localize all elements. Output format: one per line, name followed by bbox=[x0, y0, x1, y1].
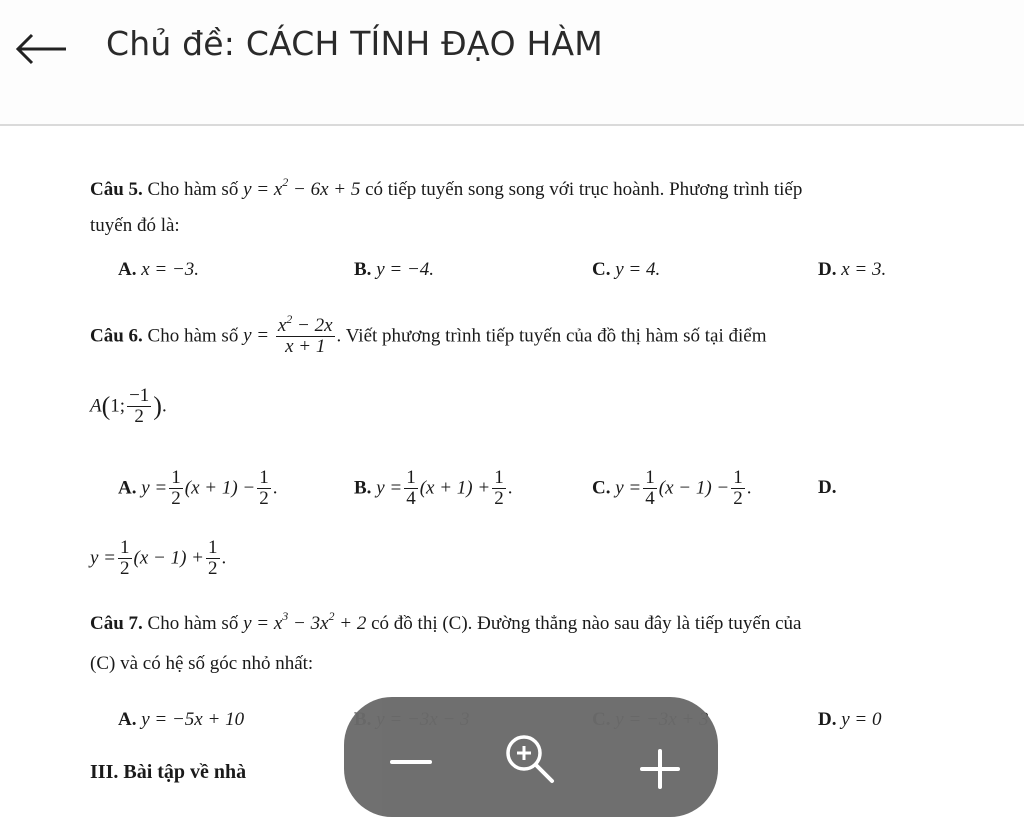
q5-text: Cho hàm số bbox=[147, 179, 239, 200]
q6-option-d[interactable] bbox=[818, 476, 836, 500]
q7-label: Câu 7. bbox=[90, 613, 143, 634]
zoom-in-icon[interactable] bbox=[496, 697, 566, 797]
q6-point: A(1; $\frac{-1}{2}$ ). bbox=[90, 385, 167, 427]
option-label: B. bbox=[354, 477, 372, 499]
page-title: Chủ đề: CÁCH TÍNH ĐẠO HÀM bbox=[106, 24, 603, 63]
q7-text: Cho hàm số bbox=[147, 613, 239, 634]
q7-text2: có đồ thị (C). Đường thẳng nào sau đây là tiếp tuyến của bbox=[371, 613, 802, 634]
option-label: A. bbox=[118, 259, 137, 280]
option-label: A. bbox=[118, 709, 137, 730]
q6-text2: . Viết phương trình tiếp tuyến của đồ thị hàm số tại điểm bbox=[336, 325, 767, 347]
q5-option-a[interactable] bbox=[118, 258, 199, 282]
q7-line1 bbox=[90, 609, 802, 636]
q5-text2: có tiếp tuyến song song với trục hoành. Phương trình tiếp bbox=[365, 179, 803, 200]
q6-label: Câu 6. bbox=[90, 325, 143, 347]
option-value: y = 0 bbox=[841, 709, 882, 730]
q7-option-a[interactable] bbox=[118, 708, 244, 732]
option-value: y = 4. bbox=[615, 259, 661, 280]
back-button[interactable] bbox=[10, 24, 70, 74]
section-title: III. Bài tập về nhà bbox=[90, 761, 247, 783]
q6-option-a[interactable]: A. y = $\frac{1}{2}$ (x + 1) − $\frac{1}{2}$ . bbox=[118, 467, 278, 509]
arrow-left-icon bbox=[10, 24, 70, 74]
zoom-controls bbox=[344, 697, 718, 817]
q7-line2: (C) và có hệ số góc nhỏ nhất: bbox=[90, 653, 314, 674]
app-header bbox=[0, 0, 1024, 124]
q6-text: Cho hàm số bbox=[147, 325, 239, 347]
q6-line1 bbox=[90, 312, 767, 358]
option-value: x = 3. bbox=[841, 259, 887, 280]
q6-option-d-value: y = $\frac{1}{2}$ (x − 1) + $\frac{1}{2}$ . bbox=[90, 537, 227, 579]
minus-icon[interactable] bbox=[382, 697, 452, 797]
q5-label: Câu 5. bbox=[90, 179, 143, 200]
q7-option-d[interactable] bbox=[818, 708, 882, 732]
q5-line2: tuyến đó là: bbox=[90, 215, 180, 236]
option-label: A. bbox=[118, 477, 137, 499]
option-label: D. bbox=[818, 477, 837, 498]
q5-equation: $y = x^2 - 6x + 5$ bbox=[243, 175, 361, 200]
q5-option-c[interactable] bbox=[592, 258, 660, 282]
q5-line1 bbox=[90, 175, 803, 202]
q6-option-c[interactable]: C. y = $\frac{1}{4}$ (x − 1) − $\frac{1}{2}$ . bbox=[592, 467, 752, 509]
header-divider bbox=[0, 124, 1024, 126]
q6-option-b[interactable]: B. y = $\frac{1}{4}$ (x + 1) + $\frac{1}{2}$ . bbox=[354, 467, 513, 509]
option-value: y = −5x + 10 bbox=[141, 709, 245, 730]
option-label: C. bbox=[592, 477, 611, 499]
q5-option-d[interactable] bbox=[818, 258, 886, 282]
option-value: y = −4. bbox=[376, 259, 435, 280]
option-label: D. bbox=[818, 259, 837, 280]
q6-equation: y = $\frac{x^2 - 2x}{x + 1}$ bbox=[243, 312, 333, 357]
option-label: B. bbox=[354, 259, 372, 280]
plus-icon[interactable] bbox=[622, 697, 692, 797]
q7-equation: $y = x^3 - 3x^2 + 2$ bbox=[243, 609, 367, 634]
option-label: C. bbox=[592, 259, 611, 280]
q5-option-b[interactable] bbox=[354, 258, 434, 282]
option-value: x = −3. bbox=[141, 259, 200, 280]
option-label: D. bbox=[818, 709, 837, 730]
